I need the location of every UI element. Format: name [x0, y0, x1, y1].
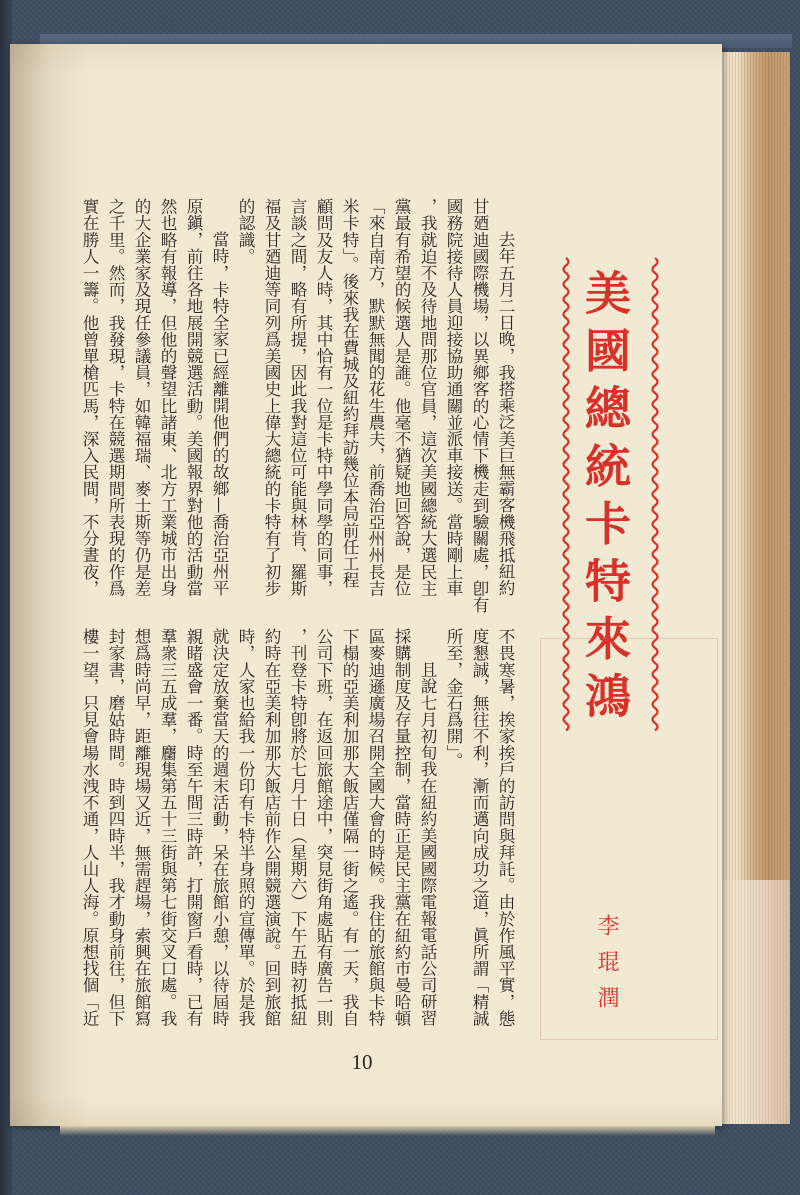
lower-text-block: [76, 628, 518, 1048]
text-column: 顧問及友人時，其中恰有一位是卡特中學同學的同事，: [314, 198, 333, 597]
text-column: 所至，金石爲開」。: [444, 628, 463, 770]
text-column: 甘廼迪國際機場，以異鄉客的心情下機走到驗關處，卽有: [470, 198, 489, 613]
text-column: 然也略有報導，但他的聲望比諸東、北方工業城市出身: [158, 198, 177, 597]
text-column: 當時，卡特全家已經離開他們的故鄉—喬治亞州平: [210, 231, 229, 597]
page-bottom-edge: [60, 1126, 715, 1136]
text-column: 言談之間，略有所提，因此我對這位可能與林肯、羅斯: [288, 198, 307, 597]
faint-stamp-outline: [540, 638, 718, 1040]
page-number: 10: [351, 1050, 373, 1074]
text-column: 區麥迪遜廣場召開全國大會的時候。我住的旅館與卡特: [366, 628, 385, 1027]
text-column: 的認識。: [236, 198, 255, 265]
text-column: 去年五月二日晚，我搭乘泛美巨無霸客機飛抵紐約: [496, 231, 515, 597]
text-column: 福及甘廼迪等同列爲美國史上偉大總統的卡特有了初步: [262, 198, 281, 597]
text-column: 樓一望，只見會場水洩不通，人山人海。原想找個「近: [80, 628, 99, 1027]
text-column: 下榻的亞美利加那大飯店僅隔一街之遙。有一天，我自: [340, 628, 359, 1027]
text-column: 想爲時尚早，距離現場又近，無需趕場，索興在旅館寫: [132, 628, 151, 1027]
text-column: ，我就迫不及待地問那位官員，這次美國總統大選民主: [418, 198, 437, 597]
text-column: 且說七月初旬我在紐約美國國際電報電話公司研習: [418, 661, 437, 1027]
text-column: 原鎭，前往各地展開競選活動。美國報界對他的活動當: [184, 198, 203, 597]
text-column: 「來自南方，默默無聞的花生農夫，前喬治亞州州長吉: [366, 198, 385, 597]
text-column: ，刊登卡特卽將於七月十日（星期六）下午五時初抵紐: [288, 628, 307, 1027]
author-name: 李琨潤: [594, 914, 619, 1022]
page-edges-stack-lower: [714, 880, 790, 1124]
text-column: 黨最有希望的候選人是誰。他毫不猶疑地回答說，是位: [392, 198, 411, 597]
text-column: 米卡特」。後來我在費城及紐約拜訪幾位本局前任工程: [340, 198, 359, 589]
text-column: 之千里。然而，我發現，卡特在競選期間所表現的作爲: [106, 198, 125, 597]
text-column: 封家書，磨姑時間。時到四時半，我才動身前往，但下: [106, 628, 125, 1027]
article-title: 美國總統卡特來鴻: [578, 269, 632, 730]
text-column: 不畏寒暑，挨家挨戶的訪問與拜託。由於作風平實，態: [496, 628, 515, 1027]
text-column: 度懇誠，無往不利，漸而邁向成功之道，眞所謂「精誠: [470, 628, 489, 1027]
text-column: 約時在亞美利加那大飯店前作公開競選演說。回到旅館: [262, 628, 281, 1027]
text-column: 國務院接待人員迎接協助通關並派車接送。當時剛上車: [444, 198, 463, 597]
text-column: 的大企業家及現任參議員，如韓福瑞、麥士斯等仍是差: [132, 198, 151, 597]
text-column: 就決定放棄當天的週末活動，呆在旅館小憩，以待屆時: [210, 628, 229, 1027]
text-column: 羣衆三五成羣，麕集第五十三街與第七街交叉口處。我: [158, 628, 177, 1027]
text-column: 親睹盛會一番。時至午間三時許，打開窗戶看時，已有: [184, 628, 203, 1027]
upper-text-block: [76, 198, 518, 618]
text-column: 採購制度及存量控制，當時正是民主黨在紐約市曼哈頓: [392, 628, 411, 1027]
text-column: 實在勝人一籌。他曾單槍匹馬，深入民間，不分晝夜，: [80, 198, 99, 597]
text-column: 時，人家也給我一份印有卡特半身照的宣傳單。於是我: [236, 628, 255, 1027]
text-column: 公司下班，在返回旅館途中，突見街角處貼有廣告一則: [314, 628, 333, 1027]
